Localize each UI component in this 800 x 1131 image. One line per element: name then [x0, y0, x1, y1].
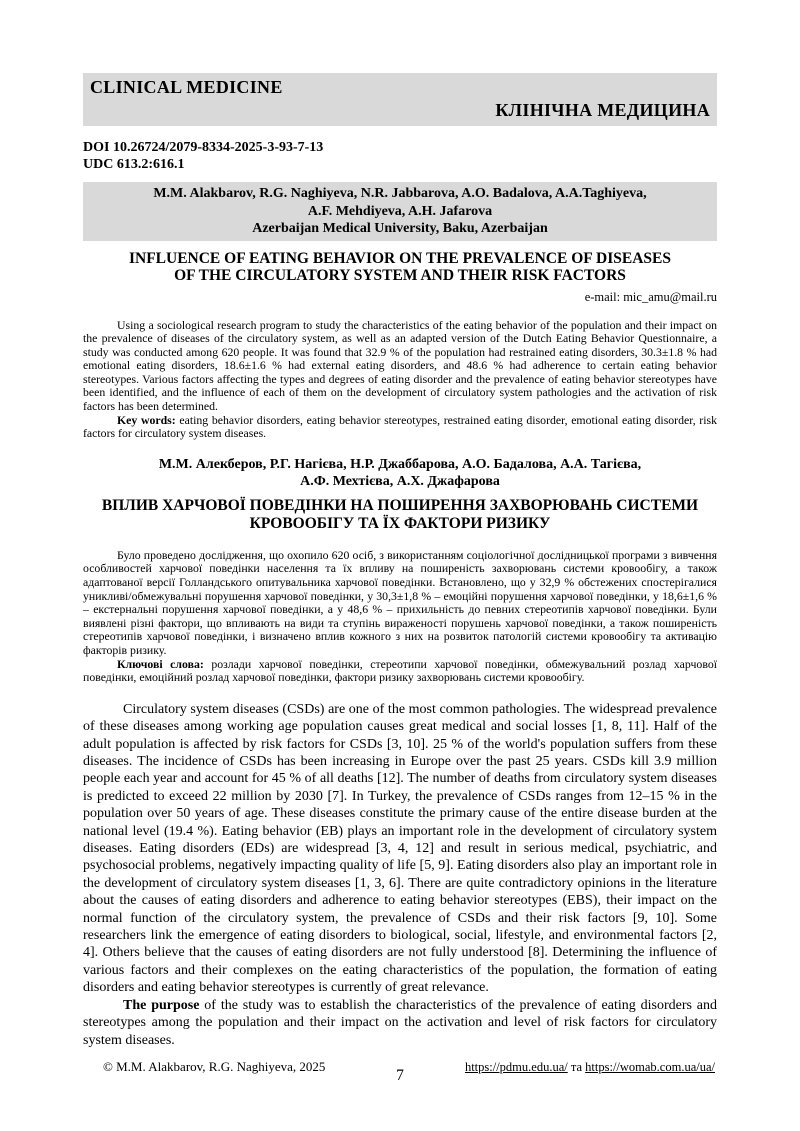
article-title-en — [83, 250, 717, 285]
page-number: 7 — [396, 1066, 404, 1084]
udc-line: UDC 613.2:616.1 — [83, 156, 185, 172]
author-line-2: A.F. Mehdiyeva, A.H. Jafarova — [307, 203, 493, 219]
keywords-ua-label: Ключові слова: — [117, 656, 204, 671]
author-line-1: M.M. Alakbarov, R.G. Naghiyeva, N.R. Jabbarova, A.O. Badalova, A.A.Taghiyeva, — [153, 186, 647, 201]
keywords-en-label: Key words: — [117, 412, 176, 427]
purpose-text: of the study was to establish the characteristics of the prevalence of eating disorders and stereotypes among the population and their impact on the activation and level of risk factors for circulatory system diseases. — [83, 997, 718, 1048]
copyright-line: © M.M. Alakbarov, R.G. Naghiyeva, 2025 — [103, 1058, 326, 1074]
article-title-en-line-2: OF THE CIRCULATORY SYSTEM AND THEIR RISK FACTORS — [174, 267, 626, 284]
abstract-ua — [83, 549, 717, 685]
link-separator: та — [567, 1059, 586, 1074]
body-paragraph-intro: Circulatory system diseases (CSDs) are one of the most common pathologies. The widespread prevalence of these diseases among working age population causes great medical and social losses [1, 8, 11]. Half of the adult population is affected by risk factors for CSDs [3, 10]. 25 % of the world's population suffers from these diseases. The incidence of CSDs has been increasing in Europe over the past 25 years. CSDs kill 3.9 million people each year and account for 45 % of all deaths [12]. The number of deaths from circulatory system diseases is predicted to exceed 22 million by 2030 [7]. In Turkey, the prevalence of CSDs ranges from 12–15 % in the population over 50 years of age. These diseases constitute the primary cause of the entire disease burden at the national level (19.4 %). Eating behavior (EB) plays an important role in the development of circulatory system diseases. Eating disorders (EDs) are widespread [3, 4, 12] and result in serious medical, psychiatric, and psychosocial problems, negatively impacting quality of life [5, 9]. Eating disorders also play an important role in the development of circulatory system diseases [1, 3, 6]. There are quite contradictory opinions in the literature about the causes of eating disorders and adherence to eating behavior stereotypes (EBS), their impact on the normal function of the circulatory system, the prevalence of CSDs and their risk factors [9, 10]. Some researchers link the emergence of eating disorders to biological, social, lifestyle, and environmental factors [2, 4]. Others believe that the causes of eating disorders are not fully understood [8]. Determining the influence of various factors and their complexes on the eating characteristics of the population, the formation of eating disorders and eating behavior stereotypes is currently of great relevance. — [83, 701, 717, 996]
body-paragraph-purpose — [83, 997, 717, 1049]
keywords-ua — [83, 658, 717, 685]
doi-line: DOI 10.26724/2079-8334-2025-3-93-7-13 — [83, 140, 324, 155]
hatch-pattern — [83, 546, 717, 547]
authors-block-en — [83, 182, 717, 241]
contact-email: e-mail: mic_amu@mail.ru — [584, 289, 717, 304]
footer-link-pdmu[interactable]: https://pdmu.edu.ua/ — [464, 1059, 568, 1074]
keywords-en-text: eating behavior disorders, eating behavior stereotypes, restrained eating disorder, emotional eating disorder, risk factors for circulatory system diseases. — [83, 412, 718, 441]
hatch-divider — [83, 540, 717, 547]
section-header-band — [83, 73, 717, 126]
hatch-divider — [83, 310, 717, 317]
authors-block-ua — [83, 456, 717, 491]
article-title-ua-line-1: ВПЛИВ ХАРЧОВОЇ ПОВЕДІНКИ НА ПОШИРЕННЯ ЗАХВОРЮВАНЬ СИСТЕМИ — [101, 496, 699, 514]
section-title-en: CLINICAL MEDICINE — [90, 77, 283, 97]
purpose-label: The purpose — [123, 997, 200, 1013]
footer-links — [465, 1059, 715, 1075]
hatch-pattern — [83, 450, 717, 451]
article-title-en-line-1: INFLUENCE OF EATING BEHAVIOR ON THE PREVALENCE OF DISEASES — [128, 249, 672, 267]
hatch-pattern — [83, 316, 717, 317]
keywords-ua-text: розлади харчової поведінки, стереотипи харчової поведінки, обмежувальний розлад харчової поведінки, емоційний розлад харчової поведінки, фактори ризику захворювань системи кровообігу. — [83, 656, 717, 685]
author-ua-line-2: А.Ф. Мехтієва, А.Х. Джафарова — [300, 474, 500, 490]
abstract-en — [83, 319, 717, 441]
article-title-ua-line-2: КРОВООБІГУ ТА ЇХ ФАКТОРИ РИЗИКУ — [249, 514, 551, 532]
article-identifiers — [83, 140, 717, 173]
article-body — [83, 701, 717, 1049]
keywords-en — [83, 414, 717, 441]
affiliation: Azerbaijan Medical University, Baku, Azerbaijan — [252, 221, 548, 236]
page-footer — [83, 1058, 717, 1084]
section-title-ua: КЛІНІЧНА МЕДИЦИНА — [495, 100, 710, 120]
abstract-ua-body: Було проведено дослідження, що охопило 620 осіб, з використанням соціологічної дослідницької програми з вивчення особливостей харчової поведінки населення та їх впливу на поширеність захворювань системи кровообігу, а також адаптованої версії Голландського опитувальника харчової поведінки. Встановлено, що у 32,9 % обстежених спостерігалися уникливі/обмежувальні порушення харчової поведінки, у 30,3±1,8 % – емоційні порушення харчової поведінки, у 18,6±1,6 % – екстернальні порушення харчової поведінки, а у 48,6 % – прихильність до певних стереотипів харчової поведінки. Були виявлені різні фактори, що впливають на види та ступінь вираженості порушень харчової поведінки, а також поширеність стереотипів харчової поведінки, і визначено вплив кожного з них на розвиток патологій системи кровообігу та активацію факторів ризику. — [83, 547, 717, 657]
hatch-pattern — [83, 694, 717, 695]
article-title-ua — [83, 497, 717, 533]
author-ua-line-1: М.М. Алекберов, Р.Г. Нагієва, Н.Р. Джаббарова, А.О. Бадалова, А.А. Тагієва, — [158, 456, 642, 472]
hatch-divider — [83, 444, 717, 451]
footer-link-womab[interactable]: https://womab.com.ua/ua/ — [585, 1059, 715, 1074]
hatch-divider — [83, 688, 717, 695]
abstract-en-body: Using a sociological research program to study the characteristics of the eating behavior of the population and their impact on the prevalence of diseases of the circulatory system, as well as an adapted version of the Dutch Eating Behavior Questionnaire, a study was conducted among 620 people. It was found that 32.9 % of the population had restrained eating disorders, 30.3±1.8 % had emotional eating disorders, 18.6±1.6 % had external eating disorders, and 48.6 % had adherence to certain eating behavior stereotypes. Various factors affecting the types and degrees of eating disorder and the prevalence of eating behavior stereotypes have been identified, and the influence of each of them on the development of circulatory system pathologies and the activation of risk factors has been determined. — [83, 317, 717, 414]
